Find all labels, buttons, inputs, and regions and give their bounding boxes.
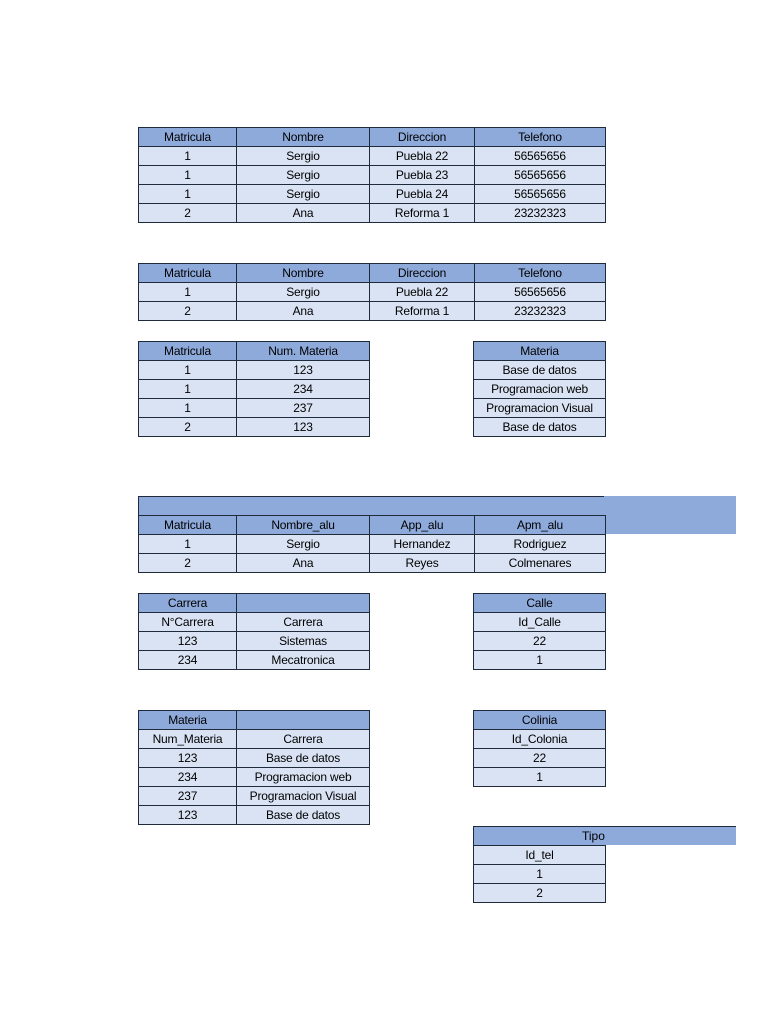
cell: 2	[139, 554, 237, 573]
table-title-row	[474, 711, 606, 730]
table-row	[474, 632, 606, 651]
table-row	[474, 380, 606, 399]
cell: Mecatronica	[237, 651, 370, 670]
cell: 56565656	[475, 283, 606, 302]
header-cell: Id_Calle	[474, 613, 606, 632]
table-row	[139, 399, 370, 418]
header-cell: Id_tel	[474, 846, 606, 865]
cell: 1	[139, 361, 237, 380]
cell: Programacion Visual	[237, 787, 370, 806]
header-cell: Matricula	[139, 342, 237, 361]
table-alumnos-unnormalized	[138, 127, 606, 223]
table-calle	[473, 593, 606, 670]
cell: 123	[237, 361, 370, 380]
cell: Base de datos	[237, 806, 370, 825]
header-cell: Matricula	[139, 264, 237, 283]
cell: Hernandez	[370, 535, 475, 554]
cell: 1	[474, 865, 606, 884]
cell: 1	[139, 283, 237, 302]
table-title-row	[474, 594, 606, 613]
header-cell: Direccion	[370, 264, 475, 283]
cell: Sergio	[237, 185, 370, 204]
table-row	[139, 768, 370, 787]
alumno-title-band	[138, 496, 605, 515]
cell: 1	[139, 166, 237, 185]
table-title: Colinia	[474, 711, 606, 730]
header-cell: Nombre	[237, 128, 370, 147]
table-row	[474, 749, 606, 768]
blank-cell	[237, 594, 370, 613]
cell: Base de datos	[474, 361, 606, 380]
table-row	[474, 361, 606, 380]
cell: Ana	[237, 204, 370, 223]
cell: Rodriguez	[475, 535, 606, 554]
table-carrera	[138, 593, 370, 670]
cell: 237	[237, 399, 370, 418]
cell: 1	[139, 380, 237, 399]
table-header-row	[474, 613, 606, 632]
cell: Reforma 1	[370, 204, 475, 223]
table-row	[139, 147, 606, 166]
cell: Sergio	[237, 147, 370, 166]
header-cell: App_alu	[370, 516, 475, 535]
cell: 1	[139, 185, 237, 204]
header-cell: Carrera	[237, 730, 370, 749]
table-row	[474, 399, 606, 418]
cell: 123	[139, 806, 237, 825]
cell: 23232323	[475, 204, 606, 223]
table-header-row	[474, 730, 606, 749]
table-header-row	[139, 516, 606, 535]
header-cell: Matricula	[139, 516, 237, 535]
table-title-row	[139, 594, 370, 613]
cell: Sergio	[237, 283, 370, 302]
cell: 234	[139, 651, 237, 670]
header-cell: Telefono	[475, 128, 606, 147]
header-cell: Id_Colonia	[474, 730, 606, 749]
table-row	[139, 651, 370, 670]
cell: 23232323	[475, 302, 606, 321]
cell: Colmenares	[475, 554, 606, 573]
table-row	[139, 204, 606, 223]
table-matricula-materia	[138, 341, 370, 437]
cell: Reyes	[370, 554, 475, 573]
header-cell: Carrera	[237, 613, 370, 632]
table-tipo-title	[473, 826, 736, 845]
cell: 56565656	[475, 185, 606, 204]
cell: 123	[237, 418, 370, 437]
header-cell: Apm_alu	[475, 516, 606, 535]
cell: 123	[139, 632, 237, 651]
cell: 22	[474, 632, 606, 651]
header-cell: Direccion	[370, 128, 475, 147]
table-row	[139, 749, 370, 768]
cell: Sistemas	[237, 632, 370, 651]
table-row	[474, 884, 606, 903]
cell: Programacion Visual	[474, 399, 606, 418]
cell: Programacion web	[474, 380, 606, 399]
table-title-row	[139, 711, 370, 730]
cell: Programacion web	[237, 768, 370, 787]
cell: 234	[237, 380, 370, 399]
cell: 2	[474, 884, 606, 903]
cell: 56565656	[475, 147, 606, 166]
header-cell: Telefono	[475, 264, 606, 283]
table-row	[474, 651, 606, 670]
cell: Puebla 22	[370, 147, 475, 166]
table-alumnos-first-normal	[138, 263, 606, 321]
cell: 1	[474, 768, 606, 787]
cell: Base de datos	[474, 418, 606, 437]
cell: Ana	[237, 554, 370, 573]
cell: 2	[139, 302, 237, 321]
table-row	[474, 768, 606, 787]
table-row	[139, 632, 370, 651]
table-row	[474, 865, 606, 884]
table-row	[139, 185, 606, 204]
cell: 1	[139, 535, 237, 554]
cell: 56565656	[475, 166, 606, 185]
table-header-row	[139, 264, 606, 283]
cell: 237	[139, 787, 237, 806]
table-row	[139, 787, 370, 806]
cell: Puebla 23	[370, 166, 475, 185]
header-cell: Nombre_alu	[237, 516, 370, 535]
header-cell: Num. Materia	[237, 342, 370, 361]
cell: 1	[139, 147, 237, 166]
alumno-band-overflow	[604, 496, 736, 534]
table-header-row	[474, 342, 606, 361]
table-colonia	[473, 710, 606, 787]
table-row	[139, 166, 606, 185]
cell: Ana	[237, 302, 370, 321]
cell: Base de datos	[237, 749, 370, 768]
header-cell: N°Carrera	[139, 613, 237, 632]
cell: Puebla 22	[370, 283, 475, 302]
header-cell: Nombre	[237, 264, 370, 283]
table-row	[139, 380, 370, 399]
cell: 1	[139, 399, 237, 418]
table-row	[139, 361, 370, 380]
table-materia	[138, 710, 370, 825]
cell: Puebla 24	[370, 185, 475, 204]
header-cell: Matricula	[139, 128, 237, 147]
table-row	[139, 806, 370, 825]
table-row	[139, 535, 606, 554]
table-row	[139, 554, 606, 573]
table-header-row	[474, 846, 606, 865]
cell: Reforma 1	[370, 302, 475, 321]
cell: 2	[139, 204, 237, 223]
cell: 123	[139, 749, 237, 768]
blank-cell	[237, 711, 370, 730]
cell: 22	[474, 749, 606, 768]
cell: 1	[474, 651, 606, 670]
header-cell: Num_Materia	[139, 730, 237, 749]
table-title: Materia	[139, 711, 237, 730]
table-row	[474, 418, 606, 437]
table-alumno	[138, 515, 606, 573]
cell: Sergio	[237, 535, 370, 554]
header-cell: Materia	[474, 342, 606, 361]
table-materia-names	[473, 341, 606, 437]
table-title: Carrera	[139, 594, 237, 613]
table-header-row	[139, 342, 370, 361]
table-header-row	[139, 613, 370, 632]
table-row	[139, 283, 606, 302]
table-header-row	[139, 730, 370, 749]
table-row	[139, 302, 606, 321]
cell: Sergio	[237, 166, 370, 185]
tipo-title-text: Tipo	[582, 829, 605, 843]
cell: 234	[139, 768, 237, 787]
cell: 2	[139, 418, 237, 437]
table-tipo	[473, 845, 606, 903]
table-title: Calle	[474, 594, 606, 613]
table-row	[139, 418, 370, 437]
table-header-row	[139, 128, 606, 147]
